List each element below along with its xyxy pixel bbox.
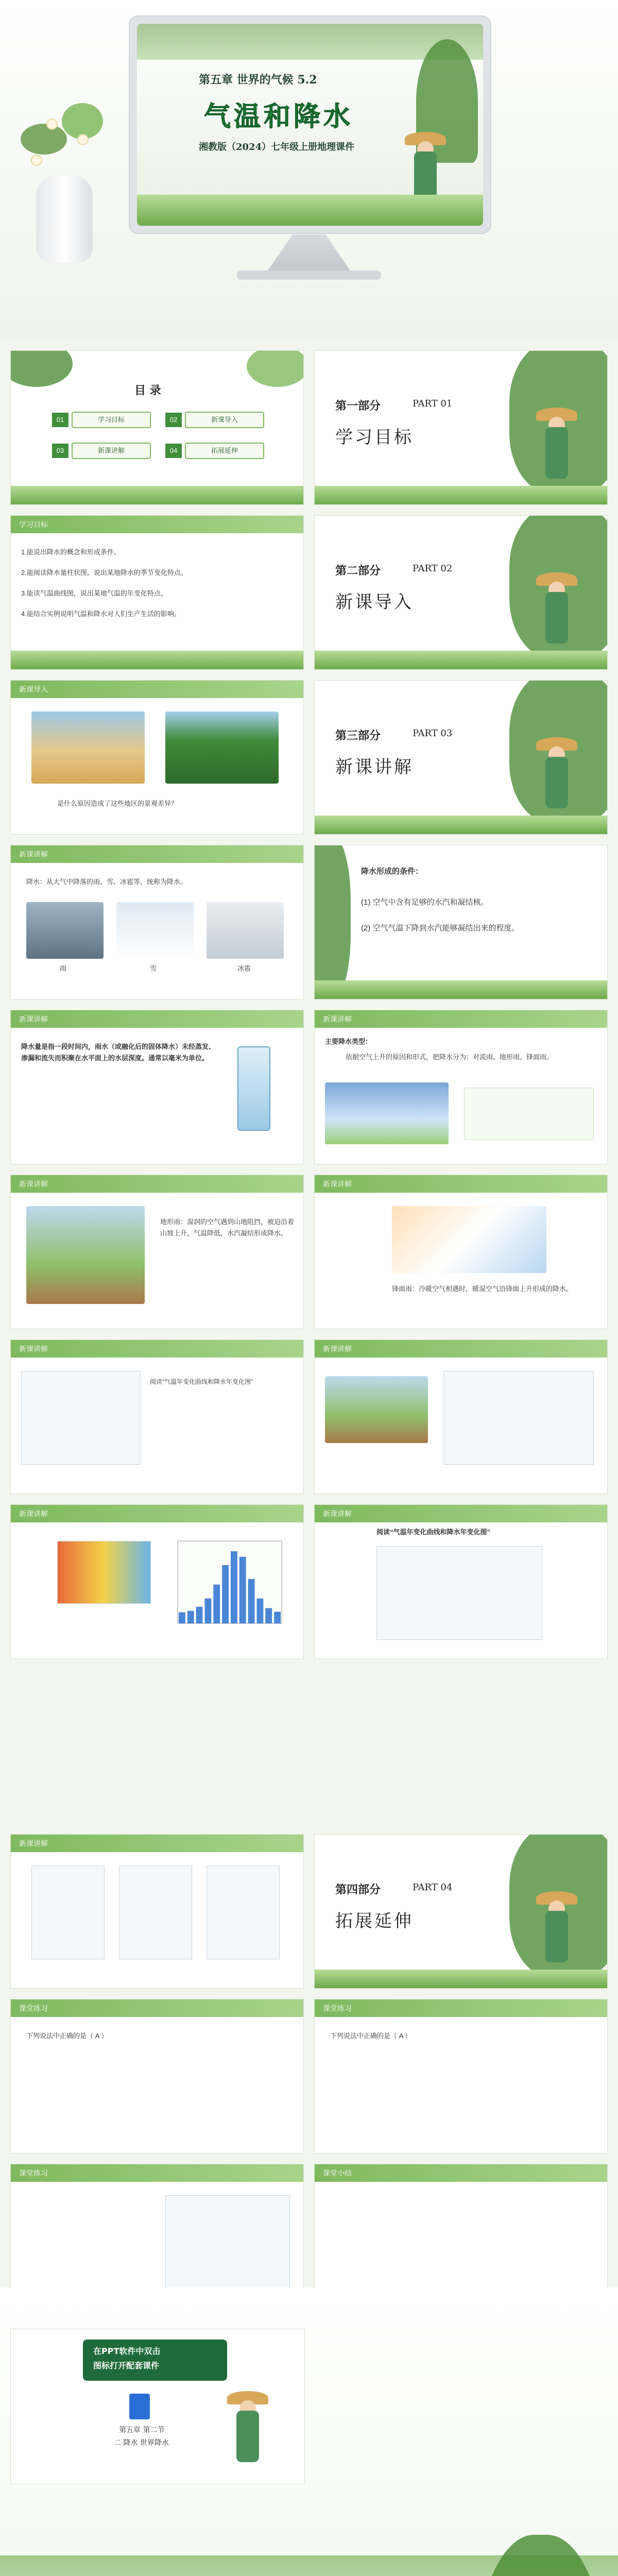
promo-file-sub: 二 降水 世界降水 (114, 2439, 169, 2447)
lesson-bar-label: 新课讲解 (19, 1345, 48, 1353)
vase-illustration (36, 175, 93, 263)
exercise-question: 下列说法中正确的是（ A ） (26, 2032, 108, 2040)
part2-title: 新课导入 (335, 592, 414, 613)
mountain-diagram (26, 1206, 145, 1304)
precipitation-bar (239, 1557, 246, 1623)
goals-bar-label: 学习目标 (19, 520, 48, 529)
precipitation-bar (222, 1565, 229, 1623)
part1-en: PART 01 (413, 398, 453, 409)
monitor-stand (268, 234, 350, 270)
toc-item-4[interactable]: 拓展延伸 (185, 443, 264, 459)
cover-subtitle: 湘教版（2024）七年级上册地理课件 (199, 142, 355, 152)
climate-chart (165, 1536, 294, 1639)
hail-label: 冰雹 (237, 964, 251, 972)
hail-photo (207, 902, 284, 959)
temperature-map (57, 1541, 151, 1604)
exercise-slide-1 (10, 1999, 304, 2154)
monitor-base (237, 270, 381, 280)
goal-line-2: 2.能阅读降水量柱状图，说出某地降水的季节变化特点。 (21, 569, 187, 577)
lesson-bar-label: 新课讲解 (19, 850, 48, 858)
lesson-bar-label: 新课讲解 (19, 1839, 48, 1848)
intro-question: 是什么原因造成了这些地区的景观差异？ (57, 800, 178, 807)
intro-slide (10, 680, 304, 835)
part3-title: 新课讲解 (335, 757, 414, 777)
exercise-question: 下列说法中正确的是（ A ） (330, 2032, 412, 2040)
girl-illustration (536, 408, 577, 485)
goals-slide (10, 515, 304, 670)
read-heading: 阅读“气温年变化曲线和降水年变化图” (376, 1528, 491, 1536)
toc-num-4: 04 (165, 444, 182, 458)
toc-item-2[interactable]: 新课导入 (185, 412, 264, 428)
part3-label: 第三部分 (335, 729, 381, 742)
monitor-frame (129, 15, 491, 234)
part3-en: PART 03 (413, 728, 453, 739)
convection-diagram (325, 1082, 449, 1144)
precipitation-bar (257, 1599, 264, 1623)
toc-num-2: 02 (165, 413, 182, 427)
practice-bar-label: 课堂练习 (19, 2004, 48, 2012)
conditions-title: 降水形成的条件： (361, 867, 423, 876)
chart-card (119, 1866, 192, 1959)
girl-illustration (227, 2391, 268, 2468)
bottom-cover (0, 2287, 618, 2576)
rain-definition-slide (10, 845, 304, 999)
leaf-icon (21, 124, 67, 155)
practice-bar-label: 课堂练习 (19, 2169, 48, 2177)
rain-definition: 降水：从大气中降落的雨、雪、冰雹等，统称为降水。 (26, 878, 187, 886)
precipitation-bar (205, 1599, 212, 1623)
hero-cover (0, 0, 618, 340)
rain-label: 雨 (60, 964, 67, 972)
precipitation-bar (274, 1612, 281, 1623)
goal-line-1: 1.能说出降水的概念和形成条件。 (21, 548, 121, 556)
practice-bar-label: 课堂练习 (323, 2004, 352, 2012)
condition-1: (1) 空气中含有足够的水汽和凝结核。 (361, 898, 489, 907)
precipitation-bar (213, 1585, 220, 1623)
flower-icon (77, 134, 89, 145)
summary-bar-label: 课堂小结 (323, 2169, 352, 2177)
girl-illustration (536, 1891, 577, 1969)
part3-slide (314, 680, 608, 835)
measure-text: 降水量是指一段时间内，雨水（或融化后的固体降水）未经蒸发、渗漏和流失而积聚在水平面上的水层深度。通常以毫米为单位。 (21, 1043, 216, 1062)
orographic-text: 地形雨：湿润的空气遇到山地阻挡，被迫沿着山坡上升，气温降低，水汽凝结形成降水。 (160, 1218, 295, 1237)
snow-photo (116, 902, 194, 959)
exercise-slide-2 (314, 1999, 608, 2154)
part4-title: 拓展延伸 (335, 1911, 414, 1931)
cover-chapter: 第五章 世界的气候 5.2 (199, 73, 317, 87)
lesson-bar-label: 新课讲解 (19, 1510, 48, 1518)
frontal-text: 锋面雨：冷暖空气相遇时，暖湿空气沿锋面上升形成的降水。 (392, 1285, 573, 1293)
frontal-slide (314, 1175, 608, 1329)
toc-num-1: 01 (52, 413, 68, 427)
world-map (21, 1371, 141, 1465)
chart-slide (10, 1504, 304, 1659)
intro-bar-label: 新课导入 (19, 685, 48, 693)
cover-slide (137, 24, 483, 226)
precipitation-bar (187, 1611, 194, 1623)
girl-illustration (536, 737, 577, 815)
part1-title: 学习目标 (335, 427, 414, 448)
part4-slide (314, 1834, 608, 1989)
measure-slide (10, 1010, 304, 1164)
read-chart-slide (314, 1504, 608, 1659)
lesson-bar-label: 新课讲解 (19, 1015, 48, 1023)
promo-line-2: 图标打开配套课件 (93, 2361, 160, 2370)
lesson-bar-label: 新课讲解 (19, 1180, 48, 1188)
toc-item-3[interactable]: 新课讲解 (72, 443, 151, 459)
orographic-slide (10, 1175, 304, 1329)
part2-slide (314, 515, 608, 670)
condition-2: (2) 空气气温下降到水汽能够凝结出来的程度。 (361, 924, 520, 933)
precipitation-bar (265, 1608, 272, 1623)
part4-en: PART 04 (413, 1882, 453, 1893)
girl-illustration (536, 572, 577, 650)
toc-num-3: 03 (52, 444, 68, 458)
part1-label: 第一部分 (335, 399, 381, 413)
world-map (165, 2195, 290, 2289)
rain-gauge-icon (237, 1046, 270, 1131)
map-questions: 阅读“气温年变化曲线和降水年变化图” (150, 1378, 253, 1385)
lesson-bar-label: 新课讲解 (323, 1510, 352, 1518)
conditions-slide (314, 845, 608, 999)
types-title: 主要降水类型： (325, 1038, 372, 1045)
front-diagram (392, 1206, 546, 1273)
precipitation-bar (248, 1579, 255, 1623)
cover-title: 气温和降水 (204, 101, 354, 132)
promo-slide (10, 2329, 305, 2484)
types-text: 依据空气上升的原因和形式，把降水分为：对流雨、地形雨、锋面雨。 (346, 1053, 554, 1061)
types-slide (314, 1010, 608, 1164)
map-compare-slide (314, 1340, 608, 1494)
precipitation-bar (179, 1612, 185, 1623)
mountain-diagram (325, 1376, 428, 1443)
chart-card (31, 1866, 105, 1959)
world-map (443, 1371, 594, 1465)
part1-slide (314, 350, 608, 505)
practice-slide (10, 1834, 304, 1989)
part2-en: PART 02 (413, 563, 453, 574)
part2-label: 第二部分 (335, 564, 381, 578)
toc-heading: 目 录 (134, 384, 161, 397)
goal-line-4: 4.能结合实例说明气温和降水对人们生产生活的影响。 (21, 610, 181, 618)
chart-card (207, 1866, 280, 1959)
lesson-bar-label: 新课讲解 (323, 1345, 352, 1353)
precipitation-bar (196, 1607, 203, 1623)
lesson-bar-label: 新课讲解 (323, 1180, 352, 1188)
goal-line-3: 3.能读气温曲线图，说出某地气温的年变化特点。 (21, 589, 167, 597)
flower-icon (31, 155, 42, 166)
map-read-slide (10, 1340, 304, 1494)
word-file-icon[interactable] (129, 2394, 150, 2419)
flower-icon (46, 118, 58, 130)
lesson-bar-label: 新课讲解 (323, 1015, 352, 1023)
note-box (464, 1088, 594, 1140)
toc-item-1[interactable]: 学习目标 (72, 412, 151, 428)
part4-label: 第四部分 (335, 1883, 381, 1896)
climate-chart-board (376, 1546, 542, 1640)
promo-line-1: 在PPT软件中双击 (93, 2346, 161, 2356)
toc-slide (10, 350, 304, 505)
snow-label: 雪 (150, 964, 157, 972)
precipitation-bar (231, 1551, 237, 1623)
promo-file-title: 第五章 第二节 (119, 2426, 165, 2434)
forest-photo (165, 711, 279, 784)
desert-photo (31, 711, 145, 784)
rain-photo (26, 902, 104, 959)
